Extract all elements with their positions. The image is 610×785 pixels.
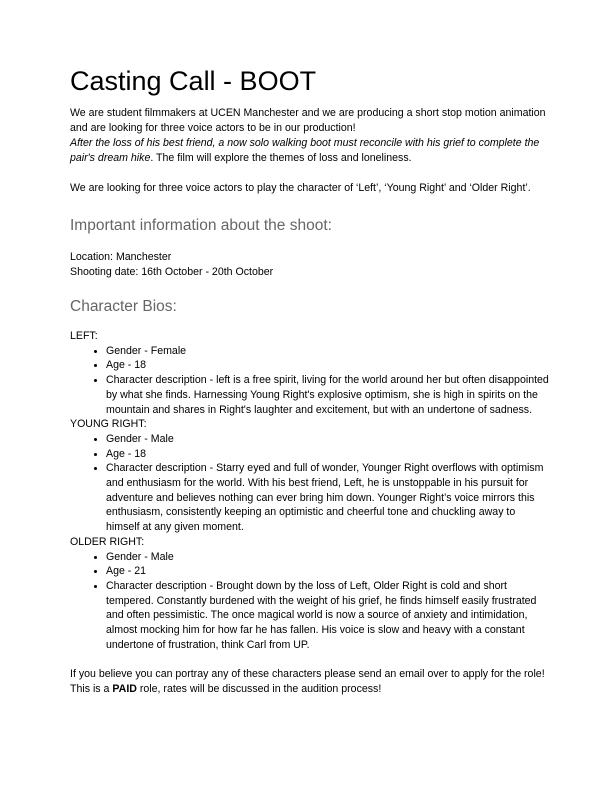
character-age: • Age - 18 <box>106 358 550 373</box>
character-age: • Age - 21 <box>106 564 550 579</box>
character-gender: • Gender - Male <box>106 550 550 565</box>
shoot-location: Location: Manchester <box>70 251 172 263</box>
character-details <box>70 344 550 418</box>
character-young-right <box>70 417 550 535</box>
character-label: OLDER RIGHT: <box>70 535 145 548</box>
character-details <box>70 432 550 535</box>
closing-after: role, rates will be discussed in the audition process! <box>136 683 382 696</box>
document-page <box>70 64 550 697</box>
logline-rest: . The film will explore the themes of loss and loneliness. <box>150 152 412 164</box>
character-label: LEFT: <box>70 330 98 342</box>
character-label: YOUNG RIGHT: <box>70 418 147 431</box>
character-description: • Character description - Starry eyed and full of wonder, Younger Right overflows with optimism and enthusiasm for the world. With his best friend, Left, he is unstoppable in his pursuit for adventure and believes nothing can ever bring him down. Younger Right’s voice mirrors this enthusiasm, consistently keeping an optimistic and cheerful tone and chuckling away to himself at any given moment. <box>106 461 550 535</box>
character-age: • Age - 18 <box>106 447 550 462</box>
character-description: • Character description - left is a free spirit, living for the world around her but often disappointed by what she finds. Harnessing Young Right's explosive optimism, she is high in spirits on the mountain and shares in Right's laughter and excitement, but with an undertone of sadness. <box>106 373 550 417</box>
closing-paragraph <box>70 667 550 697</box>
shoot-dates: Shooting date: 16th October - 20th October <box>70 266 274 278</box>
paid-emphasis: PAID <box>112 683 137 696</box>
looking-for-paragraph: We are looking for three voice actors to play the character of ‘Left’, ‘Young Right’ and ‘Older Right’. <box>70 182 531 194</box>
intro-paragraph <box>70 106 550 166</box>
logline: After the loss of his best friend, a now solo walking boot must reconcile with his grief to complete the pair's dream hike <box>70 137 540 164</box>
character-description: • Character description - Brought down by the loss of Left, Older Right is cold and short tempered. Constantly burdened with the weight of his grief, he finds himself easily frustrated and often pessimistic. The once magical world is now a source of anxiety and intimidation, almost mocking him for how far he has fallen. His voice is slow and heavy with a constant undertone of frustration, think Carl from UP. <box>106 579 550 653</box>
character-left <box>70 329 550 417</box>
character-details <box>70 550 550 653</box>
closing-before: If you believe you can portray any of these characters please send an email over to apply for the role! This is a <box>70 668 545 696</box>
character-bios-heading: Character Bios: <box>70 298 177 315</box>
character-older-right <box>70 535 550 653</box>
character-gender: • Gender - Female <box>106 344 550 359</box>
character-gender: • Gender - Male <box>106 432 550 447</box>
intro-line: We are student filmmakers at UCEN Manchester and we are producing a short stop motion animation and are looking for three voice actors to be in our production! <box>70 107 546 134</box>
page-title: Casting Call - BOOT <box>70 66 317 96</box>
shoot-info-heading: Important information about the shoot: <box>70 217 332 234</box>
